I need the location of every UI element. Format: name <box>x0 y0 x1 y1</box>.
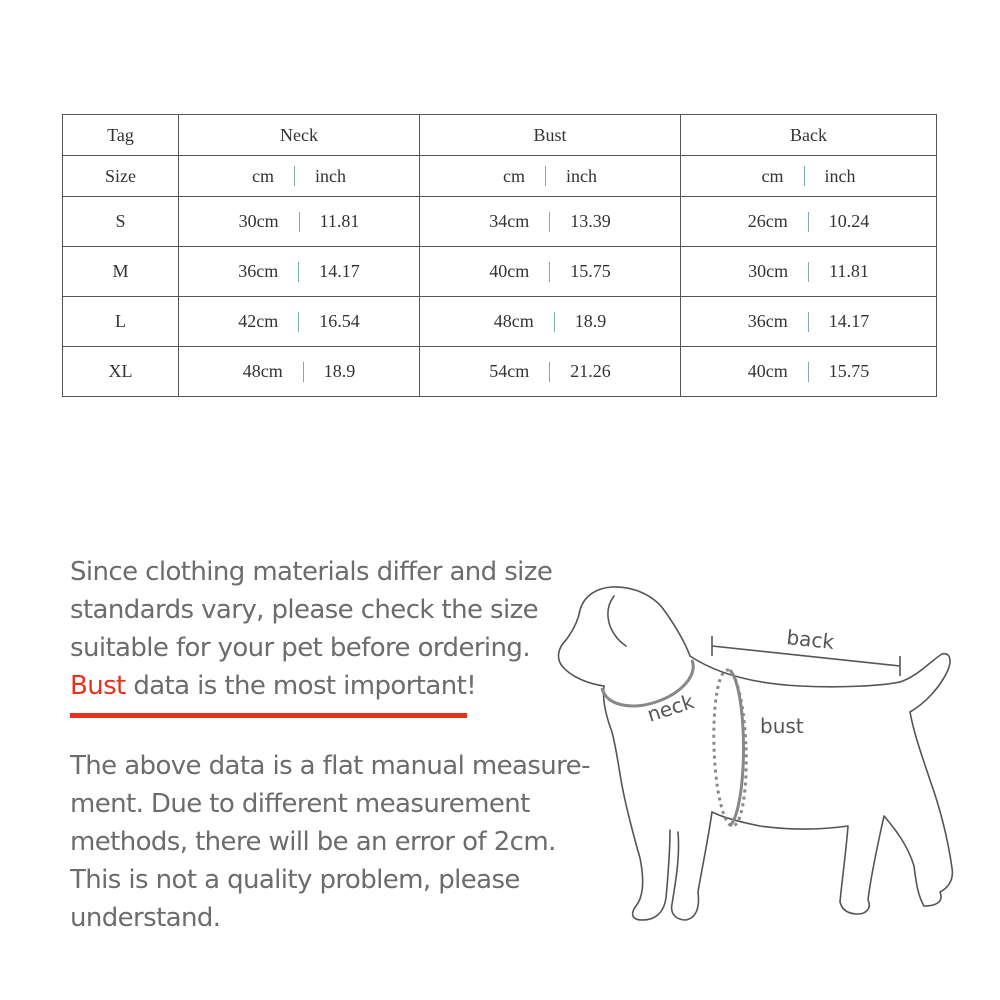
value-inch: 14.17 <box>319 261 360 281</box>
size-cell: M <box>63 247 179 297</box>
size-chart-table <box>62 114 937 397</box>
divider <box>554 312 555 332</box>
disclaimer-line: This is not a quality problem, please <box>70 865 520 895</box>
value-inch: 14.17 <box>828 311 870 331</box>
unit-cm: cm <box>503 165 525 186</box>
value-inch: 13.39 <box>570 211 611 231</box>
table-header-row <box>63 115 937 156</box>
divider <box>804 166 805 186</box>
dog-measurement-diagram <box>550 570 970 950</box>
divider <box>549 362 550 382</box>
value-inch: 18.9 <box>574 311 607 331</box>
notice-highlight-line <box>70 667 590 705</box>
label-neck: neck <box>644 689 697 727</box>
notice-line: standards vary, please check the size <box>70 595 539 625</box>
divider <box>298 262 299 282</box>
header-neck: Neck <box>179 115 420 156</box>
value-inch: 11.81 <box>829 261 869 281</box>
table-row <box>63 247 937 297</box>
unit-row <box>63 156 937 197</box>
value-inch: 15.75 <box>828 361 870 381</box>
value-cm: 30cm <box>748 261 789 281</box>
value-inch: 16.54 <box>319 311 360 331</box>
table-row <box>63 297 937 347</box>
divider <box>545 166 546 186</box>
value-cm: 40cm <box>747 361 788 381</box>
value-inch: 11.81 <box>319 211 360 231</box>
size-cell: XL <box>63 347 179 397</box>
divider <box>303 362 304 382</box>
header-back: Back <box>681 115 937 156</box>
label-bust: bust <box>760 714 804 738</box>
value-inch: 15.75 <box>570 261 611 281</box>
divider <box>808 262 809 282</box>
dog-outline <box>559 587 953 920</box>
notice-line: Since clothing materials differ and size <box>70 557 553 587</box>
value-inch: 10.24 <box>828 211 870 231</box>
table-row <box>63 347 937 397</box>
bust-measure-front <box>730 670 744 826</box>
unit-inch: inch <box>315 165 346 186</box>
red-underline <box>70 713 467 718</box>
value-cm: 48cm <box>242 361 283 381</box>
value-cm: 54cm <box>489 361 530 381</box>
header-bust: Bust <box>420 115 681 156</box>
disclaimer-line: methods, there will be an error of 2cm. <box>70 827 556 857</box>
header-tag: Tag <box>63 115 179 156</box>
value-cm: 40cm <box>489 261 530 281</box>
divider <box>808 312 809 332</box>
table-row <box>63 197 937 247</box>
unit-cm: cm <box>761 165 784 186</box>
bust-highlight: Bust <box>70 671 126 701</box>
size-label: Size <box>63 156 179 197</box>
divider <box>549 262 550 282</box>
size-cell: L <box>63 297 179 347</box>
value-cm: 34cm <box>489 211 530 231</box>
divider <box>294 166 295 186</box>
measurement-disclaimer <box>70 747 590 937</box>
disclaimer-line: ment. Due to different measurement <box>70 789 530 819</box>
notice-highlight-rest: data is the most important! <box>125 671 477 701</box>
divider <box>549 212 550 232</box>
divider <box>808 362 809 382</box>
size-cell: S <box>63 197 179 247</box>
value-cm: 48cm <box>493 311 534 331</box>
divider <box>298 312 299 332</box>
value-inch: 21.26 <box>570 361 611 381</box>
value-inch: 18.9 <box>323 361 356 381</box>
sizing-notice <box>70 553 590 705</box>
divider <box>299 212 300 232</box>
disclaimer-line: The above data is a flat manual measure- <box>70 751 590 781</box>
value-cm: 30cm <box>238 211 279 231</box>
disclaimer-line: understand. <box>70 903 221 933</box>
divider <box>808 212 809 232</box>
unit-cm: cm <box>252 165 274 186</box>
unit-inch: inch <box>824 165 856 186</box>
value-cm: 26cm <box>747 211 788 231</box>
notice-line: suitable for your pet before ordering. <box>70 633 531 663</box>
value-cm: 36cm <box>238 261 279 281</box>
value-cm: 42cm <box>238 311 279 331</box>
label-back: back <box>785 625 836 654</box>
unit-inch: inch <box>566 165 597 186</box>
value-cm: 36cm <box>747 311 788 331</box>
